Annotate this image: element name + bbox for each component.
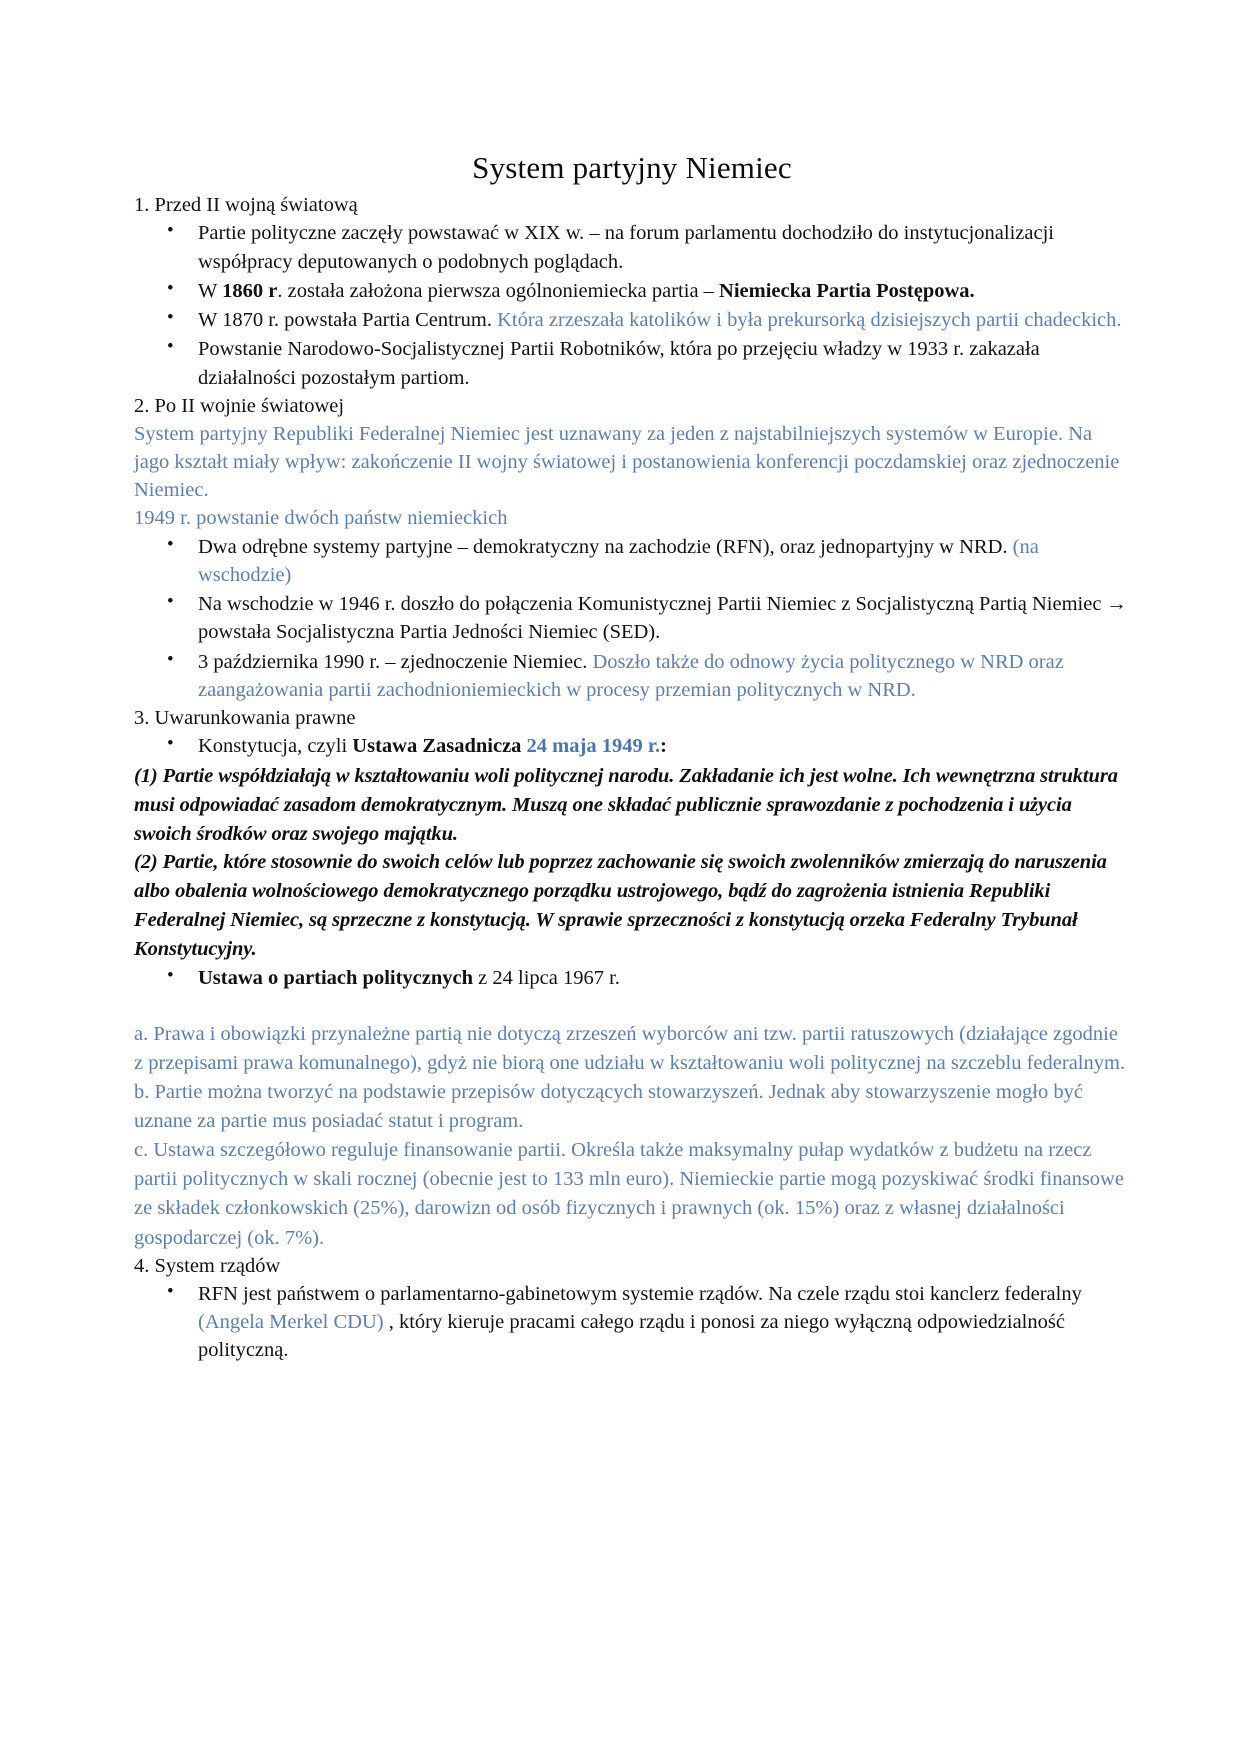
text-run: 3 października 1990 r. – zjednoczenie Niemiec. [198, 650, 593, 673]
list-item [134, 648, 1130, 705]
rich-text [198, 651, 1064, 701]
text-run: W [198, 279, 223, 302]
section-heading-2: 2. Po II wojnie światowej [134, 394, 345, 417]
legal-paragraph-2: (2) Partie, które stosownie do swoich celów lub poprzez zachowanie się swoich zwolenników zmierzają do naruszenia albo obalenia wolnościowego demokratycznego porządku ustrojowego, bądź do zagrożenia istnienia Republiki Federalnej Niemiec, są sprzeczne z konstytucją. W sprawie sprzeczności z konstytucją orzeka Federalny Trybunał Konstytucyjny. [134, 851, 1107, 961]
list-item [134, 306, 1130, 334]
text-run: Doszło także do odnowy życia politycznego w NRD oraz zaangażowania partii zachodnioniemieckich w procesy przemian politycznych w NRD. [198, 650, 1064, 701]
list-item [134, 219, 1130, 276]
list-item [134, 590, 1130, 647]
text-run: 24 maja 1949 r. [526, 735, 661, 758]
rich-text [198, 967, 620, 989]
bullet-list-3 [134, 732, 1130, 760]
paragraph-spacer [134, 994, 1130, 1020]
text-run: , który kieruje pracami całego rządu i ponosi za niego wyłączną odpowiedzialność polityczną. [198, 1311, 1065, 1362]
text-run: Ustawa Zasadnicza [352, 735, 527, 758]
rich-text [198, 280, 975, 302]
rich-text [198, 309, 1122, 331]
bullet-list-4 [134, 1280, 1130, 1365]
rich-text [198, 735, 667, 757]
text-run: Niemiecka Partia Postępowa. [719, 279, 975, 302]
text-run: Powstanie Narodowo-Socjalistycznej Partii Robotników, która po przejęciu władzy w 1933 r. zakazała działalności pozostałym partiom. [198, 338, 1040, 389]
bullet-list-1 [134, 219, 1130, 392]
legal-paragraph-1: (1) Partie współdziałają w kształtowaniu woli politycznej narodu. Zakładanie ich jest wolne. Ich wewnętrzna struktura musi odpowiadać zasadom demokratycznym. Muszą one składać publicznie sprawozdanie z pochodzenia i użycia swoich środków oraz swojego majątku. [134, 764, 1118, 845]
list-item [134, 1280, 1130, 1365]
rich-text [198, 338, 1040, 388]
text-run: Partie polityczne zaczęły powstawać w XIX w. – na forum parlamentu dochodziło do instytucjonalizacji współpracy deputowanych o podobnych poglądach. [198, 222, 1054, 273]
text-run: 1860 r [222, 279, 278, 302]
rich-text [198, 593, 1127, 643]
section-heading-1: 1. Przed II wojną światową [134, 194, 358, 216]
text-run: W 1870 r. powstała Partia Centrum. [198, 309, 498, 332]
list-item [134, 335, 1130, 392]
section-2-subheading: 1949 r. powstanie dwóch państw niemieckich [134, 507, 508, 530]
bullet-list-2 [134, 533, 1130, 705]
list-item [134, 277, 1130, 305]
text-run: Na wschodzie w 1946 r. doszło do połączenia Komunistycznej Partii Niemiec z Socjalistyczną Partią Niemiec → powstała Socjalistyczna Partia Jedności Niemiec (SED). [198, 593, 1128, 644]
section-heading-4: 4. System rządów [134, 1254, 281, 1277]
text-run: (Angela Merkel CDU) [198, 1311, 384, 1334]
section-heading-3: 3. Uwarunkowania prawne [134, 707, 356, 730]
list-item [134, 533, 1130, 590]
page-title: System partyjny Niemiec [472, 150, 792, 185]
bullet-list-3b [134, 964, 1130, 992]
text-run: Dwa odrębne systemy partyjne – demokratyczny na zachodzie (RFN), oraz jednopartyjny w NRD. [198, 535, 1013, 558]
rich-text [198, 536, 1039, 586]
text-run: RFN jest państwem o parlamentarno-gabinetowym systemie rządów. Na czele rządu stoi kanclerz federalny [198, 1282, 1082, 1305]
text-run: (na wschodzie) [198, 535, 1039, 586]
text-run: Konstytucja, czyli [198, 735, 353, 758]
blue-paragraph-c: c. Ustawa szczegółowo reguluje finansowanie partii. Określa także maksymalny pułap wydatków z budżetu na rzecz partii politycznych w skali rocznej (obecnie jest to 133 mln euro). Niemieckie partie mogą pozyskiwać środki finansowe ze składek członkowskich (25%), darowizn od osób fizycznych i prawnych (ok. 15%) oraz z własnej działalności gospodarczej (ok. 7%). [134, 1139, 1124, 1249]
section-2-intro-paragraph: System partyjny Republiki Federalnej Niemiec jest uznawany za jeden z najstabilniejszych systemów w Europie. Na jago kształt miały wpływ: zakończenie II wojny światowej i postanowienia konferencji poczdamskiej oraz zjednoczenie Niemiec. [134, 423, 1120, 502]
blue-paragraph-a: a. Prawa i obowiązki przynależne partią nie dotyczą zrzeszeń wyborców ani tzw. partii ratuszowych (działające zgodnie z przepisami prawa komunalnego), gdyż nie biorą one udziału w kształtowaniu woli politycznej na szczeblu federalnym. [134, 1022, 1126, 1074]
rich-text [198, 222, 1054, 272]
blue-paragraph-b: b. Partie można tworzyć na podstawie przepisów dotyczących stowarzyszeń. Jednak aby stowarzyszenie mogło być uznane za partie mus posiadać statut i program. [134, 1080, 1083, 1133]
list-item [134, 732, 1130, 760]
rich-text [198, 1283, 1082, 1362]
list-item [134, 964, 1130, 992]
text-run: . została założona pierwsza ogólnoniemiecka partia – [277, 279, 720, 302]
text-run: z 24 lipca 1967 r. [473, 967, 620, 990]
text-run: Która zrzeszała katolików i była prekursorką dzisiejszych partii chadeckich. [497, 309, 1122, 332]
text-run: : [660, 735, 667, 758]
text-run: Ustawa o partiach politycznych [198, 967, 474, 990]
